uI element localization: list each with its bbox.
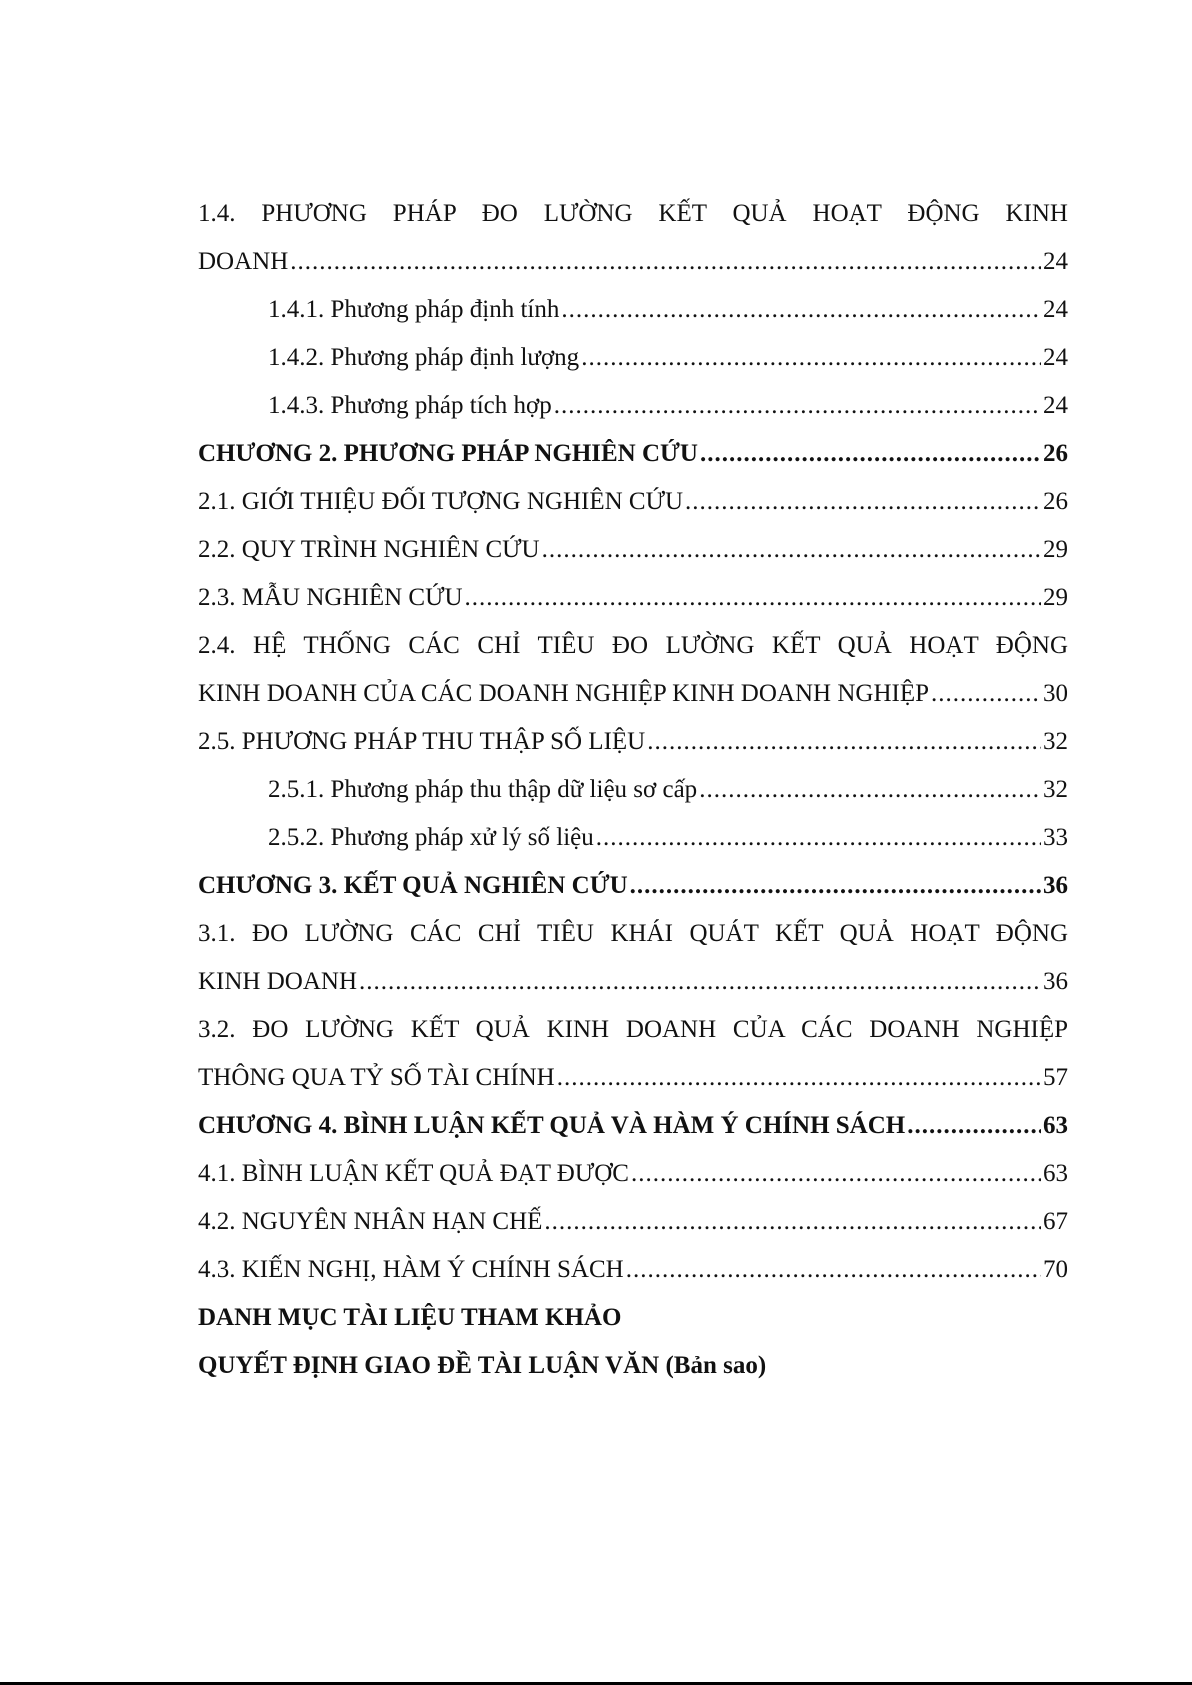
toc-page-number: 33 xyxy=(1043,824,1068,851)
dot-leader xyxy=(290,238,1041,286)
toc-page-number: 57 xyxy=(1043,1064,1068,1091)
toc-references xyxy=(198,1294,1068,1342)
toc-page-number: 36 xyxy=(1043,872,1068,899)
toc-entry-text: THÔNG QUA TỶ SỐ TÀI CHÍNH xyxy=(198,1064,555,1091)
dot-leader xyxy=(907,1102,1041,1150)
toc-entry-text: QUYẾT ĐỊNH GIAO ĐỀ TÀI LUẬN VĂN (Bản sao) xyxy=(198,1352,767,1379)
toc-entry-1-4-line1 xyxy=(198,190,1068,238)
toc-entry-text: CHƯƠNG 4. BÌNH LUẬN KẾT QUẢ VÀ HÀM Ý CHÍNH SÁCH xyxy=(198,1112,906,1139)
dot-leader xyxy=(685,478,1041,526)
toc-entry-4-3 xyxy=(198,1246,1068,1294)
toc-entry-3-2-line2 xyxy=(198,1054,1068,1102)
toc-entry-1-4-line2 xyxy=(198,238,1068,286)
toc-entry-2-3 xyxy=(198,574,1068,622)
toc-entry-text: 4.3. KIẾN NGHỊ, HÀM Ý CHÍNH SÁCH xyxy=(198,1256,624,1283)
dot-leader xyxy=(931,670,1041,718)
toc-entry-1-4-2 xyxy=(198,334,1068,382)
toc-page-number: 26 xyxy=(1043,440,1068,467)
dot-leader xyxy=(596,814,1041,862)
toc-page-number: 24 xyxy=(1043,344,1068,371)
toc-entry-text: 2.4. HỆ THỐNG CÁC CHỈ TIÊU ĐO LƯỜNG KẾT QUẢ HOẠT ĐỘNG xyxy=(198,632,1068,659)
toc-entry-2-5-2 xyxy=(198,814,1068,862)
toc-entry-2-5-1 xyxy=(198,766,1068,814)
toc-entry-2-4-line1 xyxy=(198,622,1068,670)
toc-page-number: 30 xyxy=(1043,680,1068,707)
toc-entry-text: 2.5. PHƯƠNG PHÁP THU THẬP SỐ LIỆU xyxy=(198,728,646,755)
toc-entry-3-1-line1 xyxy=(198,910,1068,958)
toc-entry-text: 4.2. NGUYÊN NHÂN HẠN CHẾ xyxy=(198,1208,543,1235)
toc-entry-text: DANH MỤC TÀI LIỆU THAM KHẢO xyxy=(198,1304,622,1331)
toc-page-number: 24 xyxy=(1043,296,1068,323)
toc-entry-text: 2.1. GIỚI THIỆU ĐỐI TƯỢNG NGHIÊN CỨU xyxy=(198,488,684,515)
toc-page-number: 24 xyxy=(1043,248,1068,275)
toc-entry-text: 3.2. ĐO LƯỜNG KẾT QUẢ KINH DOANH CỦA CÁC DOANH NGHIỆP xyxy=(198,1016,1068,1043)
dot-leader xyxy=(359,958,1041,1006)
toc-entry-text: 2.3. MẪU NGHIÊN CỨU xyxy=(198,584,463,611)
toc-page-number: 63 xyxy=(1043,1160,1068,1187)
dot-leader xyxy=(630,862,1041,910)
toc-entry-text: KINH DOANH CỦA CÁC DOANH NGHIỆP KINH DOANH NGHIỆP xyxy=(198,680,929,707)
table-of-contents xyxy=(198,190,1068,1390)
dot-leader xyxy=(557,1054,1041,1102)
toc-entry-text: 2.5.1. Phương pháp thu thập dữ liệu sơ cấp xyxy=(268,776,698,803)
toc-chapter-3 xyxy=(198,862,1068,910)
dot-leader xyxy=(465,574,1041,622)
toc-chapter-2 xyxy=(198,430,1068,478)
toc-page-number: 36 xyxy=(1043,968,1068,995)
toc-page-number: 70 xyxy=(1043,1256,1068,1283)
toc-entry-text: KINH DOANH xyxy=(198,968,358,995)
dot-leader xyxy=(544,1198,1041,1246)
toc-page-number: 63 xyxy=(1043,1112,1068,1139)
toc-entry-1-4-3 xyxy=(198,382,1068,430)
toc-page-number: 24 xyxy=(1043,392,1068,419)
toc-entry-text: 2.5.2. Phương pháp xử lý số liệu xyxy=(268,824,594,851)
toc-page-number: 32 xyxy=(1043,776,1068,803)
dot-leader xyxy=(700,430,1041,478)
toc-page-number: 29 xyxy=(1043,536,1068,563)
toc-entry-text: 2.2. QUY TRÌNH NGHIÊN CỨU xyxy=(198,536,540,563)
toc-entry-2-4-line2 xyxy=(198,670,1068,718)
toc-page-number: 67 xyxy=(1043,1208,1068,1235)
toc-entry-1-4-1 xyxy=(198,286,1068,334)
toc-page-number: 32 xyxy=(1043,728,1068,755)
toc-chapter-4 xyxy=(198,1102,1068,1150)
toc-entry-text: 1.4. PHƯƠNG PHÁP ĐO LƯỜNG KẾT QUẢ HOẠT ĐỘNG KINH xyxy=(198,200,1068,227)
toc-entry-text: CHƯƠNG 2. PHƯƠNG PHÁP NGHIÊN CỨU xyxy=(198,440,698,467)
toc-entry-text: CHƯƠNG 3. KẾT QUẢ NGHIÊN CỨU xyxy=(198,872,628,899)
dot-leader xyxy=(561,286,1041,334)
toc-entry-2-2 xyxy=(198,526,1068,574)
toc-entry-3-2-line1 xyxy=(198,1006,1068,1054)
dot-leader xyxy=(647,718,1041,766)
dot-leader xyxy=(581,334,1041,382)
toc-page-number: 26 xyxy=(1043,488,1068,515)
toc-decision-copy xyxy=(198,1342,1068,1390)
dot-leader xyxy=(554,382,1041,430)
dot-leader xyxy=(626,1246,1041,1294)
toc-entry-3-1-line2 xyxy=(198,958,1068,1006)
toc-entry-text: 1.4.1. Phương pháp định tính xyxy=(268,296,560,323)
toc-entry-text: DOANH xyxy=(198,248,289,275)
dot-leader xyxy=(699,766,1041,814)
dot-leader xyxy=(542,526,1041,574)
toc-entry-4-1 xyxy=(198,1150,1068,1198)
toc-page-number: 29 xyxy=(1043,584,1068,611)
toc-entry-2-5 xyxy=(198,718,1068,766)
toc-entry-text: 3.1. ĐO LƯỜNG CÁC CHỈ TIÊU KHÁI QUÁT KẾT QUẢ HOẠT ĐỘNG xyxy=(198,920,1068,947)
dot-leader xyxy=(631,1150,1041,1198)
toc-entry-text: 4.1. BÌNH LUẬN KẾT QUẢ ĐẠT ĐƯỢC xyxy=(198,1160,629,1187)
toc-entry-text: 1.4.2. Phương pháp định lượng xyxy=(268,344,580,371)
toc-entry-text: 1.4.3. Phương pháp tích hợp xyxy=(268,392,552,419)
toc-entry-4-2 xyxy=(198,1198,1068,1246)
toc-entry-2-1 xyxy=(198,478,1068,526)
